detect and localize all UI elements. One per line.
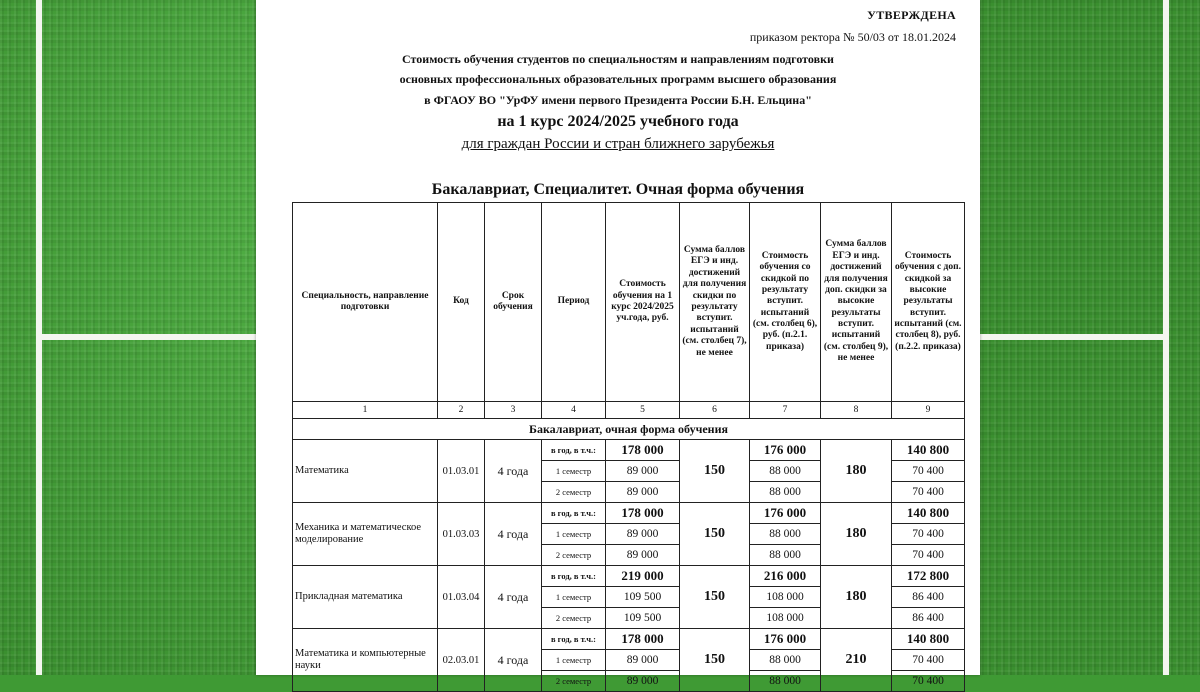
header-cell: Период <box>542 203 606 402</box>
field-line-horizontal-right <box>980 334 1163 340</box>
program-code: 01.03.04 <box>438 566 485 629</box>
extra-discount-cost-value: 70 400 <box>892 524 965 545</box>
discount-cost-value: 88 000 <box>750 650 821 671</box>
title-line-5: для граждан России и стран ближнего зарубежья <box>461 136 775 152</box>
extra-discount-cost-value: 70 400 <box>892 650 965 671</box>
discount-cost-value: 108 000 <box>750 587 821 608</box>
header-cell: Срок обучения <box>485 203 542 402</box>
extra-discount-cost-value: 140 800 <box>892 503 965 524</box>
header-cell: Код <box>438 203 485 402</box>
column-number: 8 <box>821 402 892 419</box>
title-line-4: на 1 курс 2024/2025 учебного года <box>497 113 739 130</box>
column-number: 4 <box>542 402 606 419</box>
period-label: в год, в т.ч.: <box>542 629 606 650</box>
column-number: 3 <box>485 402 542 419</box>
discount-cost-value: 88 000 <box>750 545 821 566</box>
cost-value: 109 500 <box>606 587 680 608</box>
period-label: 1 семестр <box>542 650 606 671</box>
price-table <box>292 202 965 692</box>
field-line-horizontal-left <box>42 334 256 340</box>
extra-discount-cost-value: 140 800 <box>892 629 965 650</box>
column-number-row <box>293 402 965 419</box>
column-number: 7 <box>750 402 821 419</box>
extra-discount-cost-value: 70 400 <box>892 461 965 482</box>
period-label: 2 семестр <box>542 671 606 692</box>
approved-stamp: УТВЕРЖДЕНА <box>867 8 956 22</box>
min-score-discount: 150 <box>680 503 750 566</box>
program-duration: 4 года <box>485 629 542 692</box>
program-name: Прикладная математика <box>293 566 438 629</box>
extra-discount-cost-value: 70 400 <box>892 482 965 503</box>
cost-value: 89 000 <box>606 650 680 671</box>
extra-discount-cost-value: 86 400 <box>892 587 965 608</box>
discount-cost-value: 216 000 <box>750 566 821 587</box>
program-code: 01.03.01 <box>438 440 485 503</box>
discount-cost-value: 176 000 <box>750 629 821 650</box>
discount-cost-value: 88 000 <box>750 482 821 503</box>
order-reference: приказом ректора № 50/03 от 18.01.2024 <box>749 30 956 44</box>
period-label: в год, в т.ч.: <box>542 503 606 524</box>
extra-discount-cost-value: 172 800 <box>892 566 965 587</box>
title-line-2: основных профессиональных образовательных программ высшего образования <box>399 72 837 86</box>
title-line-3: в ФГАОУ ВО "УрФУ имени первого Президента России Б.Н. Ельцина" <box>424 93 812 107</box>
section-subheader-row <box>293 419 965 440</box>
program-row <box>293 440 965 461</box>
program-row <box>293 629 965 650</box>
column-number: 6 <box>680 402 750 419</box>
min-score-extra-discount: 210 <box>821 629 892 692</box>
section-title: Бакалавриат, Специалитет. Очная форма обучения <box>431 181 805 198</box>
min-score-extra-discount: 180 <box>821 566 892 629</box>
program-row <box>293 566 965 587</box>
column-number: 1 <box>293 402 438 419</box>
program-duration: 4 года <box>485 440 542 503</box>
cost-value: 89 000 <box>606 671 680 692</box>
min-score-discount: 150 <box>680 440 750 503</box>
program-name: Математика <box>293 440 438 503</box>
program-duration: 4 года <box>485 566 542 629</box>
min-score-discount: 150 <box>680 629 750 692</box>
field-line-right <box>1163 0 1169 675</box>
cost-value: 89 000 <box>606 482 680 503</box>
header-cell: Стоимость обучения с доп. скидкой за высокие результаты вступит. испытаний (см. столбец 8), руб. (п.2.2. приказа) <box>892 203 965 402</box>
table-header-row <box>293 203 965 402</box>
cost-value: 178 000 <box>606 503 680 524</box>
header-cell: Стоимость обучения со скидкой по результату вступит. испытаний (см. столбец 6), руб. (п.2.1. приказа) <box>750 203 821 402</box>
discount-cost-value: 88 000 <box>750 671 821 692</box>
column-number: 9 <box>892 402 965 419</box>
discount-cost-value: 176 000 <box>750 503 821 524</box>
period-label: в год, в т.ч.: <box>542 566 606 587</box>
extra-discount-cost-value: 140 800 <box>892 440 965 461</box>
title-line-1: Стоимость обучения студентов по специальностям и направлениям подготовки <box>402 52 834 66</box>
period-label: 2 семестр <box>542 482 606 503</box>
discount-cost-value: 176 000 <box>750 440 821 461</box>
period-label: 1 семестр <box>542 587 606 608</box>
min-score-extra-discount: 180 <box>821 503 892 566</box>
extra-discount-cost-value: 86 400 <box>892 608 965 629</box>
cost-value: 178 000 <box>606 629 680 650</box>
period-label: 2 семестр <box>542 545 606 566</box>
program-row <box>293 503 965 524</box>
header-cell: Сумма баллов ЕГЭ и инд. достижений для получения доп. скидки за высокие результаты вступит. испытаний (см. столбец 9), не менее <box>821 203 892 402</box>
column-number: 5 <box>606 402 680 419</box>
column-number: 2 <box>438 402 485 419</box>
period-label: в год, в т.ч.: <box>542 440 606 461</box>
extra-discount-cost-value: 70 400 <box>892 545 965 566</box>
cost-value: 178 000 <box>606 440 680 461</box>
discount-cost-value: 108 000 <box>750 608 821 629</box>
extra-discount-cost-value: 70 400 <box>892 671 965 692</box>
period-label: 1 семестр <box>542 461 606 482</box>
cost-value: 89 000 <box>606 461 680 482</box>
cost-value: 89 000 <box>606 545 680 566</box>
program-code: 02.03.01 <box>438 629 485 692</box>
cost-value: 89 000 <box>606 524 680 545</box>
cost-value: 109 500 <box>606 608 680 629</box>
program-duration: 4 года <box>485 503 542 566</box>
program-name: Механика и математическое моделирование <box>293 503 438 566</box>
min-score-extra-discount: 180 <box>821 440 892 503</box>
header-cell: Сумма баллов ЕГЭ и инд. достижений для получения скидки по результату вступит. испытаний (см. столбец 7), не менее <box>680 203 750 402</box>
header-cell: Специальность, направление подготовки <box>293 203 438 402</box>
program-code: 01.03.03 <box>438 503 485 566</box>
min-score-discount: 150 <box>680 566 750 629</box>
period-label: 2 семестр <box>542 608 606 629</box>
program-name: Математика и компьютерные науки <box>293 629 438 692</box>
document-page <box>256 0 980 687</box>
period-label: 1 семестр <box>542 524 606 545</box>
discount-cost-value: 88 000 <box>750 524 821 545</box>
header-cell: Стоимость обучения на 1 курс 2024/2025 уч.года, руб. <box>606 203 680 402</box>
cost-value: 219 000 <box>606 566 680 587</box>
section-subheader: Бакалавриат, очная форма обучения <box>293 419 965 440</box>
discount-cost-value: 88 000 <box>750 461 821 482</box>
